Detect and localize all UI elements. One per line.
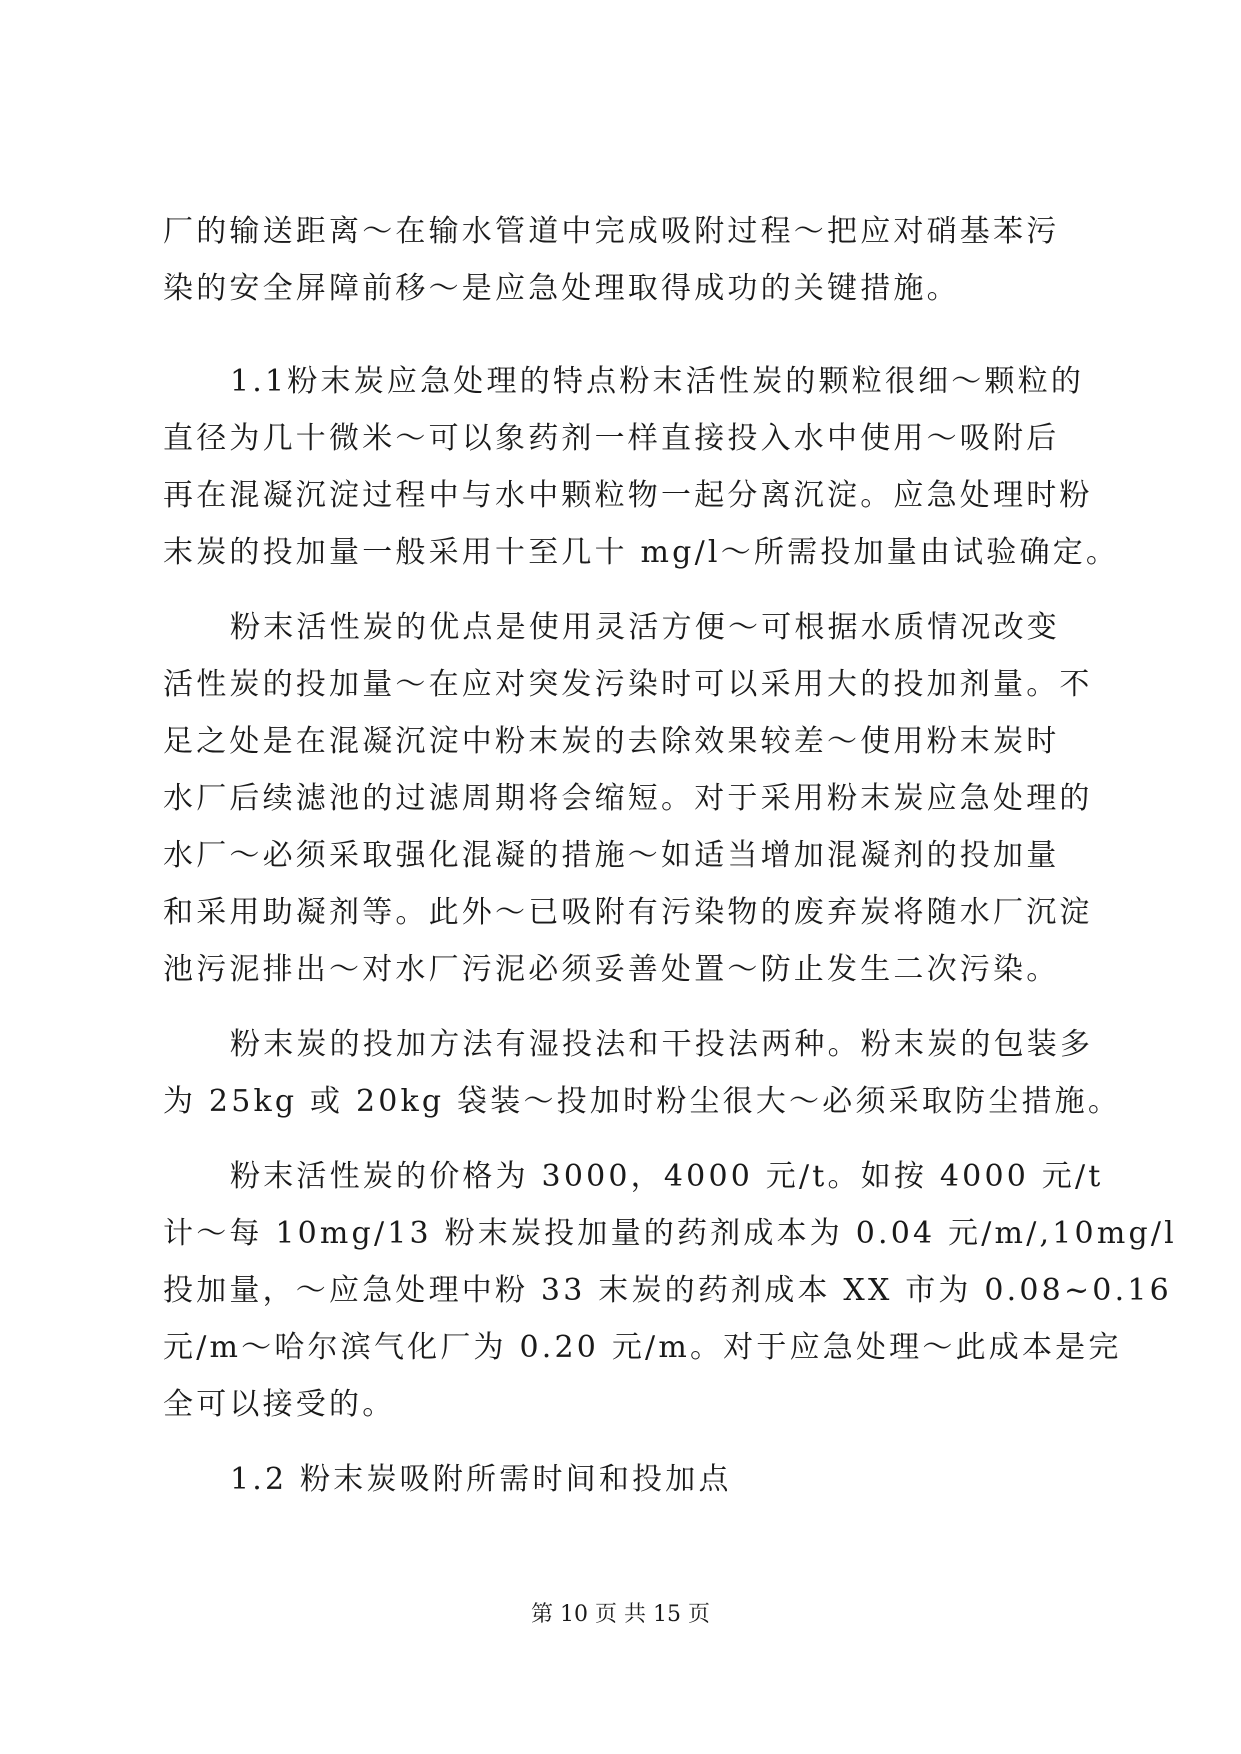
text-line: 水厂后续滤池的过滤周期将会缩短。对于采用粉末炭应急处理的 [163,781,1093,816]
text-line: 粉末活性炭的优点是使用灵活方便～可根据水质情况改变 [230,610,1060,645]
text-line: 全可以接受的。 [163,1387,396,1422]
text-line: 活性炭的投加量～在应对突发污染时可以采用大的投加剂量。不 [163,667,1093,702]
text-line: 粉末炭的投加方法有湿投法和干投法两种。粉末炭的包装多 [230,1027,1094,1062]
text-line: 为 25kg 或 20kg 袋装～投加时粉尘很大～必须采取防尘措施。 [163,1084,1122,1119]
page-number-footer: 第 10 页 共 15 页 [531,1602,710,1627]
text-line: 厂的输送距离～在输水管道中完成吸附过程～把应对硝基苯污 [163,214,1060,249]
section-heading: 1.2 粉末炭吸附所需时间和投加点 [230,1462,732,1497]
text-line: 投加量，～应急处理中粉 33 末炭的药剂成本 XX 市为 0.08~0.16 [163,1273,1172,1308]
text-line: 1.1粉末炭应急处理的特点粉末活性炭的颗粒很细～颗粒的 [230,364,1085,399]
text-line: 元/m～哈尔滨气化厂为 0.20 元/m。对于应急处理～此成本是完 [163,1330,1122,1365]
text-line: 再在混凝沉淀过程中与水中颗粒物一起分离沉淀。应急处理时粉 [163,478,1093,513]
text-line: 水厂～必须采取强化混凝的措施～如适当增加混凝剂的投加量 [163,838,1060,873]
text-line: 和采用助凝剂等。此外～已吸附有污染物的废弃炭将随水厂沉淀 [163,895,1093,930]
text-line: 末炭的投加量一般采用十至几十 mg/l～所需投加量由试验确定。 [163,535,1120,570]
text-line: 计～每 10mg/13 粉末炭投加量的药剂成本为 0.04 元/m/,10mg/l [163,1216,1177,1251]
text-line: 染的安全屏障前移～是应急处理取得成功的关键措施。 [163,271,960,306]
text-line: 直径为几十微米～可以象药剂一样直接投入水中使用～吸附后 [163,421,1060,456]
text-line: 池污泥排出～对水厂污泥必须妥善处置～防止发生二次污染。 [163,952,1060,987]
text-line: 粉末活性炭的价格为 3000，4000 元/t。如按 4000 元/t [230,1159,1104,1194]
text-line: 足之处是在混凝沉淀中粉末炭的去除效果较差～使用粉末炭时 [163,724,1060,759]
